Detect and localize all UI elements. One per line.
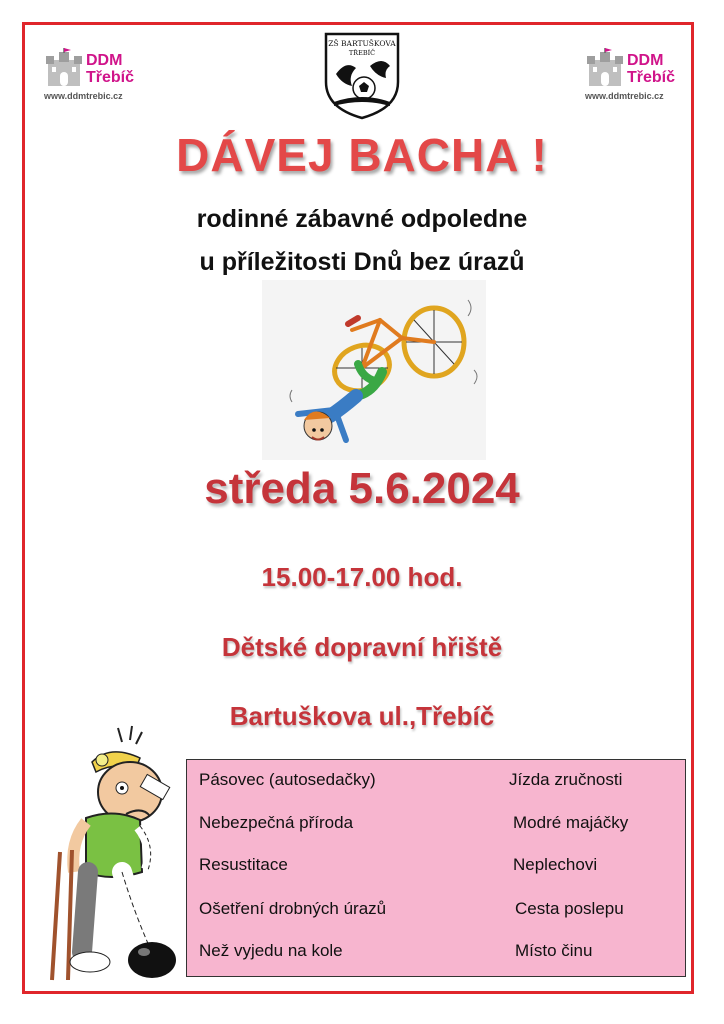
activity-item: Ošetření drobných úrazů	[199, 899, 387, 918]
activity-item: Cesta poslepu	[515, 899, 624, 918]
school-name-text: ZŠ BARTUŠKOVA	[328, 39, 396, 48]
event-date: středa 5.6.2024	[204, 464, 520, 513]
school-shield-logo	[322, 30, 402, 120]
event-address: Bartuškova ul.,Třebíč	[229, 701, 495, 731]
ddm-url: www.ddmtrebic.cz	[585, 91, 664, 101]
ddm-logo-right	[585, 44, 695, 106]
subtitle-line-1: rodinné zábavné odpoledne	[196, 205, 528, 233]
activity-item: Místo činu	[515, 941, 593, 960]
bicycle-crash-illustration	[262, 280, 486, 460]
activity-item: Modré majáčky	[513, 813, 629, 832]
activity-item: Než vyjedu na kole	[199, 941, 343, 960]
activity-item: Jízda zručnosti	[509, 770, 623, 789]
school-city-text: TŘEBÍČ	[348, 49, 376, 57]
castle-icon	[585, 48, 625, 88]
activities-box	[186, 759, 686, 977]
activity-item: Resustitace	[199, 855, 288, 874]
injured-man-cartoon	[30, 722, 190, 984]
subtitle-line-2: u příležitosti Dnů bez úrazů	[199, 248, 525, 276]
ddm-brand: DDM Třebíč	[627, 52, 676, 86]
castle-icon	[44, 48, 84, 88]
activity-item: Nebezpečná příroda	[199, 813, 354, 832]
event-place: Dětské dopravní hřiště	[221, 632, 503, 662]
poster-title: DÁVEJ BACHA !	[176, 129, 548, 181]
ddm-brand: DDM Třebíč	[86, 52, 135, 86]
activity-item: Pásovec (autosedačky)	[199, 770, 376, 789]
activity-item: Neplechovi	[513, 855, 598, 874]
event-time: 15.00-17.00 hod.	[261, 562, 463, 592]
ddm-logo-left	[44, 44, 154, 106]
ddm-url: www.ddmtrebic.cz	[44, 91, 123, 101]
